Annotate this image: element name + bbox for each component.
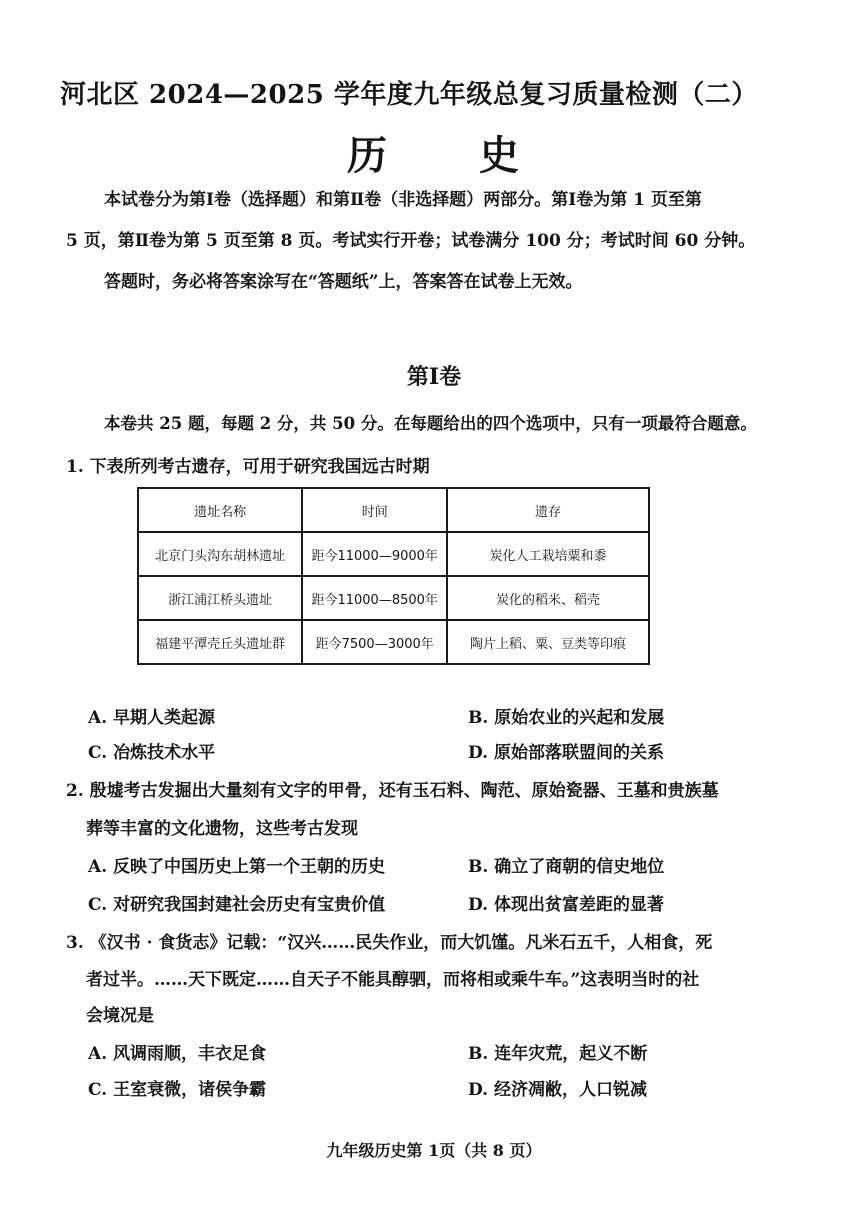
question-2-stem-line-1: 2. 殷墟考古发掘出大量刻有文字的甲骨，还有玉石料、陶范、原始瓷器、王墓和贵族墓 — [66, 781, 719, 801]
table-header-cell: 时间 — [302, 488, 447, 532]
instructions-line-2: 5 页，第Ⅱ卷为第 5 页至第 8 页。考试实行开卷；试卷满分 100 分；考试时间 60 分钟。 — [66, 231, 756, 251]
instructions-line-3: 答题时，务必将答案涂写在“答题纸”上，答案答在试卷上无效。 — [104, 272, 583, 292]
question-3-stem-line-2: 者过半。……天下既定……自天子不能具醇驷，而将相或乘牛车。”这表明当时的社 — [86, 970, 700, 990]
table-row — [138, 576, 649, 620]
question-1-option-b[interactable]: B. 原始农业的兴起和发展 — [468, 708, 665, 728]
question-2-option-a[interactable]: A. 反映了中国历史上第一个王朝的历史 — [88, 857, 386, 877]
table-cell: 北京门头沟东胡林遗址 — [138, 532, 302, 576]
question-1-option-d[interactable]: D. 原始部落联盟间的关系 — [468, 743, 664, 763]
table-header-cell: 遗存 — [447, 488, 649, 532]
table-row — [138, 532, 649, 576]
question-3-stem-line-3: 会境况是 — [86, 1006, 154, 1026]
table-cell: 浙江浦江桥头遗址 — [138, 576, 302, 620]
table-cell: 炭化的稻米、稻壳 — [447, 576, 649, 620]
question-2-option-b[interactable]: B. 确立了商朝的信史地位 — [468, 857, 665, 877]
table-cell: 距今7500—3000年 — [302, 620, 447, 664]
section-note: 本卷共 25 题，每题 2 分，共 50 分。在每题给出的四个选项中，只有一项最符合题意。 — [104, 414, 757, 433]
question-2-option-c[interactable]: C. 对研究我国封建社会历史有宝贵价值 — [88, 895, 386, 915]
exam-title: 河北区 2024—2025 学年度九年级总复习质量检测（二） — [60, 80, 758, 110]
exam-instructions — [66, 180, 814, 303]
subject-heading — [0, 124, 868, 181]
subject-char-1: 历 — [347, 132, 389, 179]
question-1-option-c[interactable]: C. 冶炼技术水平 — [88, 743, 216, 763]
section-title: 第Ⅰ卷 — [406, 364, 462, 390]
page-footer: 九年级历史第 1页（共 8 页） — [326, 1141, 542, 1160]
table-cell: 陶片上稻、粟、豆类等印痕 — [447, 620, 649, 664]
table-header-cell: 遗址名称 — [138, 488, 302, 532]
question-1-table — [137, 487, 650, 665]
table-cell: 距今11000—8500年 — [302, 576, 447, 620]
table-cell: 福建平潭壳丘头遗址群 — [138, 620, 302, 664]
question-3-option-d[interactable]: D. 经济凋敝，人口锐减 — [468, 1080, 647, 1100]
table-cell: 炭化人工栽培粟和黍 — [447, 532, 649, 576]
question-3-option-b[interactable]: B. 连年灾荒，起义不断 — [468, 1044, 648, 1064]
question-1-stem: 1. 下表所列考古遗存，可用于研究我国远古时期 — [66, 457, 430, 477]
question-1-option-a[interactable]: A. 早期人类起源 — [88, 708, 216, 728]
question-3-option-c[interactable]: C. 王室衰微，诸侯争霸 — [88, 1080, 267, 1100]
table-cell: 距今11000—9000年 — [302, 532, 447, 576]
question-3-stem-line-1: 3. 《汉书 · 食货志》记载：“汉兴……民失作业，而大饥馑。凡米石五千，人相食，死 — [66, 933, 713, 953]
question-3-option-a[interactable]: A. 风调雨顺，丰衣足食 — [88, 1044, 267, 1064]
question-2-stem-line-2: 葬等丰富的文化遗物，这些考古发现 — [86, 819, 358, 839]
subject-char-2: 史 — [479, 132, 521, 179]
table-row — [138, 620, 649, 664]
instructions-line-1: 本试卷分为第Ⅰ卷（选择题）和第Ⅱ卷（非选择题）两部分。第Ⅰ卷为第 1 页至第 — [104, 190, 702, 210]
table-header-row — [138, 488, 649, 532]
question-2-option-d[interactable]: D. 体现出贫富差距的显著 — [468, 895, 664, 915]
